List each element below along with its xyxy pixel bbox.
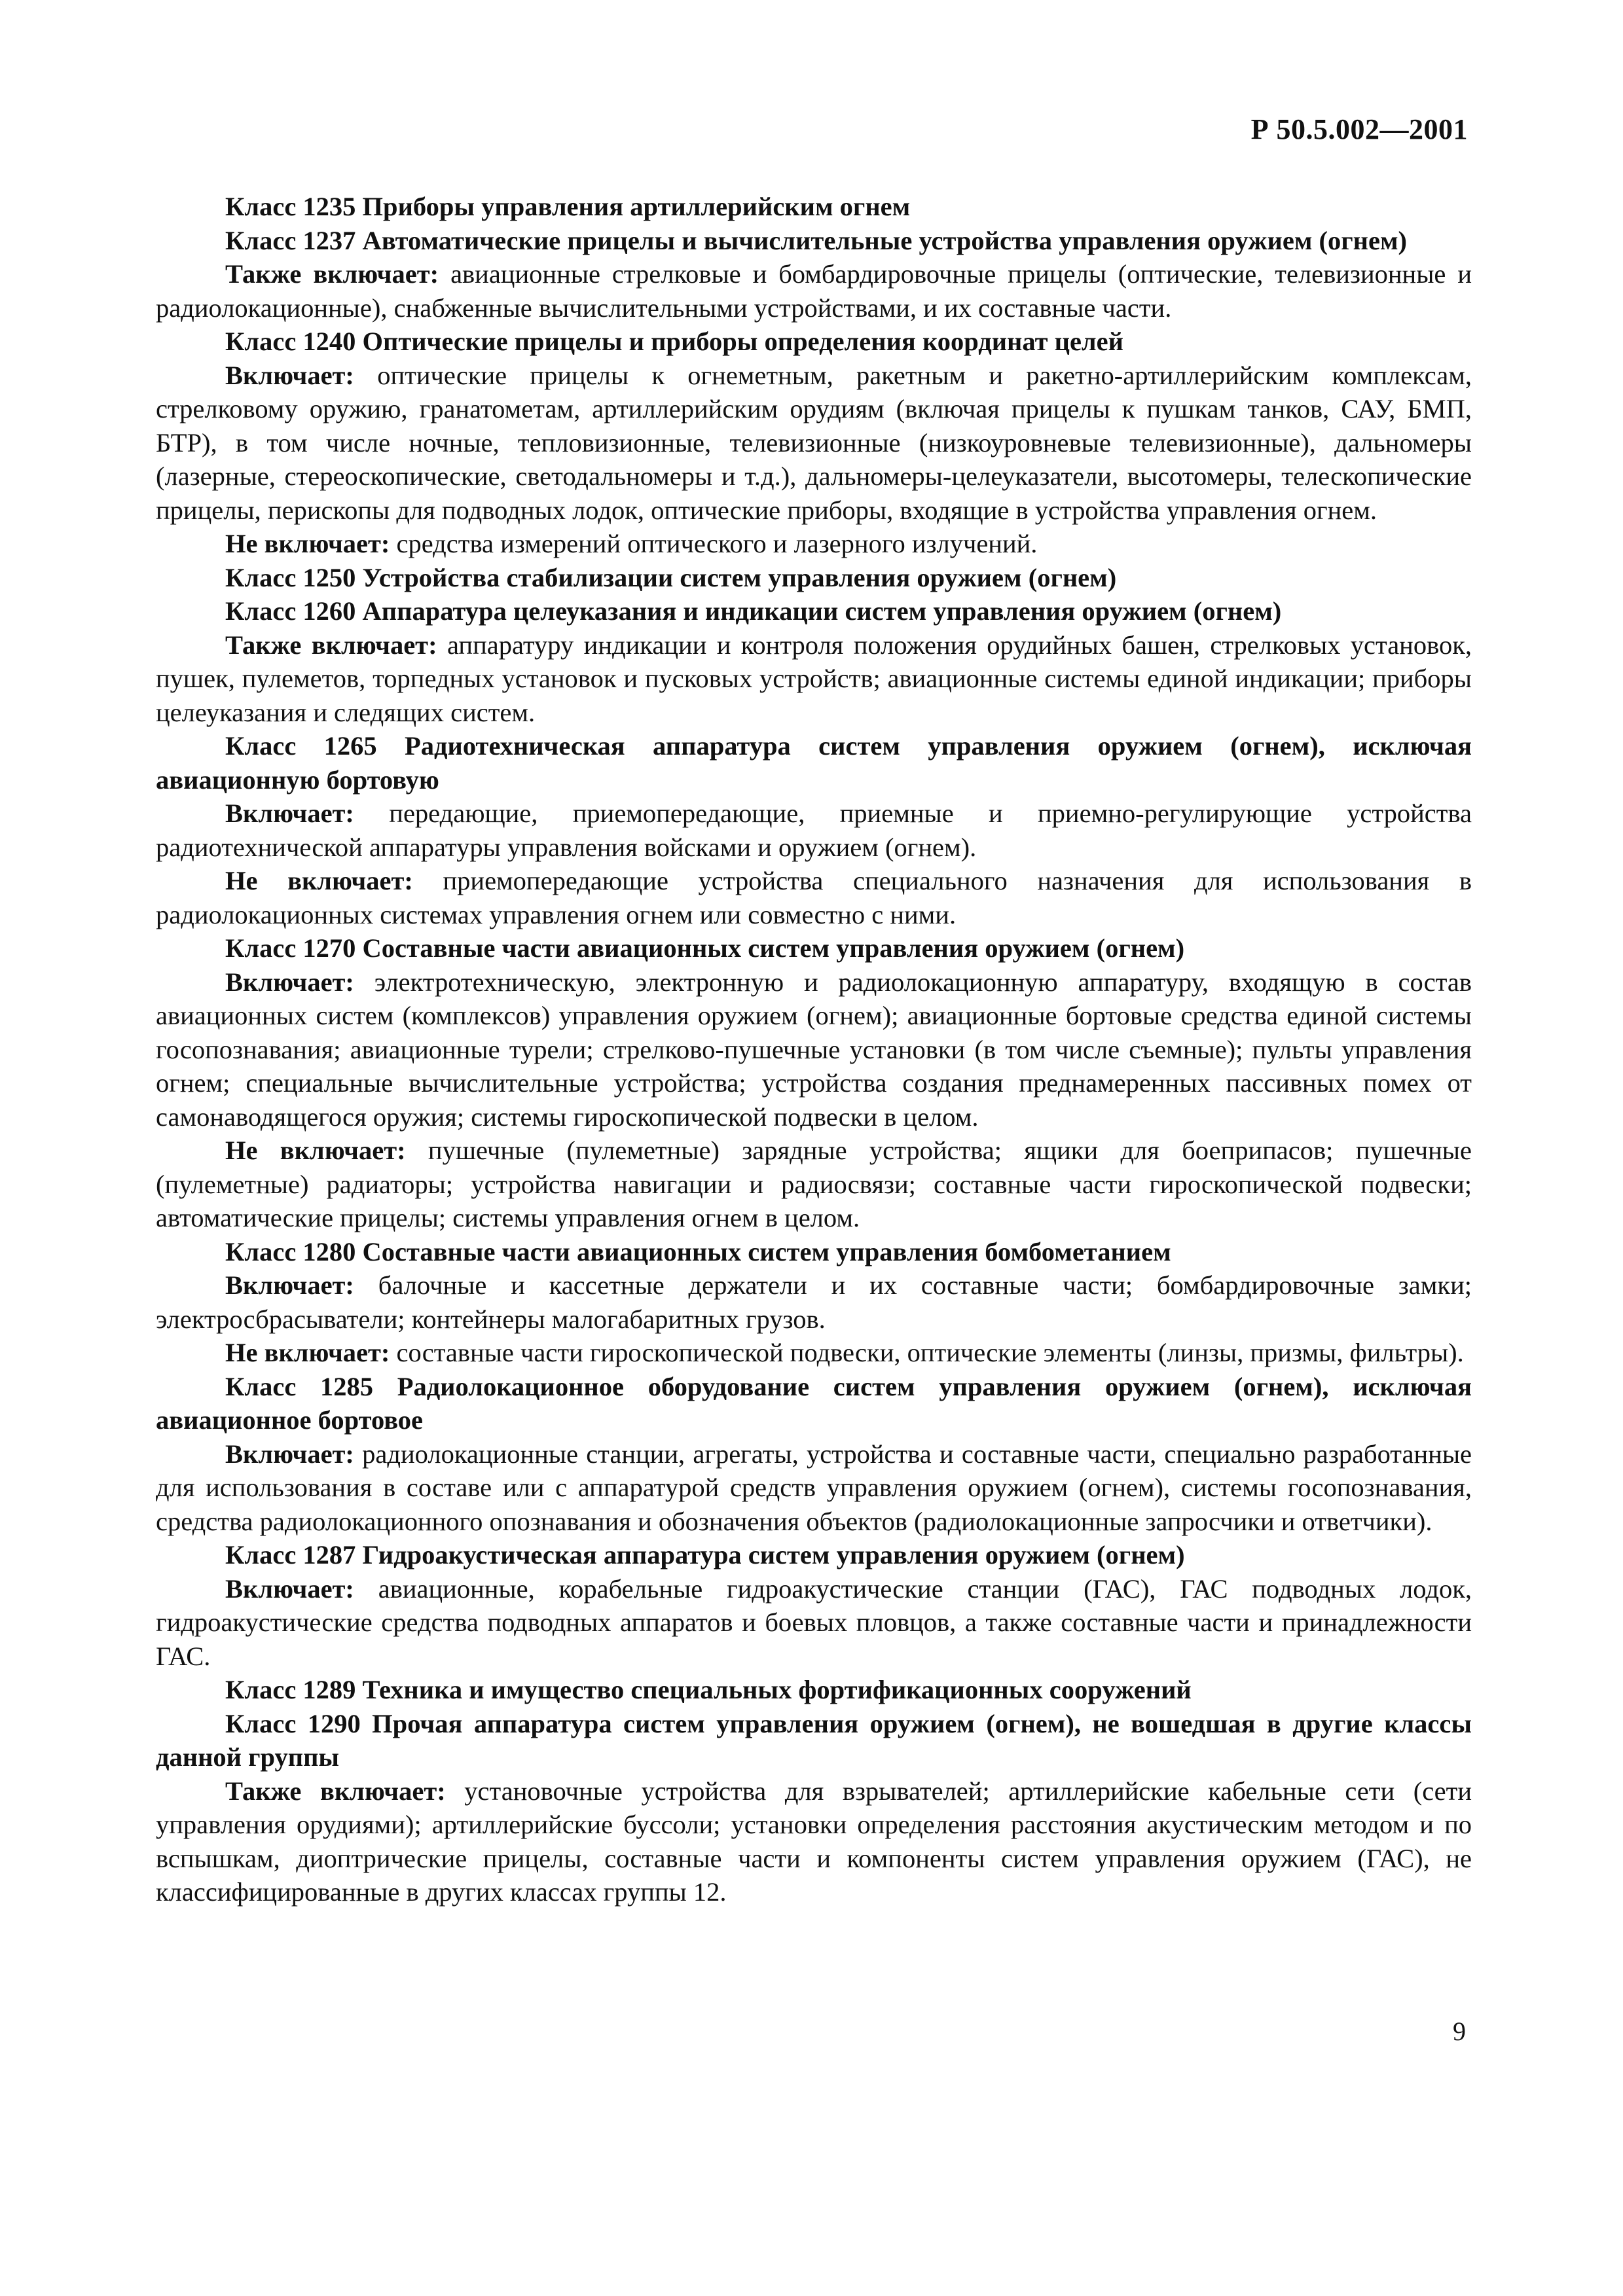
class-1270-not-includes-text: пушечные (пулеметные) зарядные устройства; ящики для боеприпасов; пушечные (пулеметные) радиаторы; устройства навигации и радиосвязи; составные части гироскопической подвески; автоматические прицелы; системы управления огнем в целом. <box>156 1136 1472 1232</box>
class-1265-includes <box>156 797 1472 864</box>
class-1270-includes <box>156 965 1472 1134</box>
class-1260-also-includes <box>156 628 1472 730</box>
class-1265-title: Класс 1265 Радиотехническая аппаратура систем управления оружием (огнем), исключая авиационную бортовую <box>156 731 1472 795</box>
class-1287-title: Класс 1287 Гидроакустическая аппаратура систем управления оружием (огнем) <box>225 1540 1185 1570</box>
class-1235-title: Класс 1235 Приборы управления артиллерийским огнем <box>225 192 911 221</box>
class-1270-not-includes <box>156 1134 1472 1235</box>
also-includes-label: Также включает: <box>225 1776 446 1806</box>
class-1280-not-includes-text: составные части гироскопической подвески, оптические элементы (линзы, призмы, фильтры). <box>396 1338 1464 1367</box>
class-1240-not-includes-text: средства измерений оптического и лазерного излучений. <box>396 529 1038 558</box>
class-1265-includes-text: передающие, приемопередающие, приемные и приемно-регулирующие устройства радиотехнической аппаратуры управления войсками и оружием (огнем). <box>156 798 1472 862</box>
class-1240-not-includes <box>156 527 1472 561</box>
class-1237-also-includes-text: авиационные стрелковые и бомбардировочные прицелы (оптические, телевизионные и радиолокационные), снабженные вычислительными устройствами, и их составные части. <box>156 259 1472 323</box>
class-1265-not-includes <box>156 864 1472 931</box>
includes-label: Включает: <box>225 967 354 997</box>
document-body <box>156 190 1472 1909</box>
class-1280-includes <box>156 1268 1472 1336</box>
not-includes-label: Не включает: <box>225 1338 390 1367</box>
page-number: 9 <box>1453 2017 1466 2046</box>
not-includes-label: Не включает: <box>225 529 390 558</box>
also-includes-label: Также включает: <box>225 630 437 660</box>
class-1290-also-includes <box>156 1774 1472 1909</box>
class-1285-includes-text: радиолокационные станции, агрегаты, устройства и составные части, специально разработанные для использования в составе или с аппаратурой средств управления оружием (огнем), системы госопознавания, средства радиолокационного опознавания и обозначения объектов (радиолокационные запросчики и ответчики). <box>156 1439 1472 1536</box>
class-1280-includes-text: балочные и кассетные держатели и их составные части; бомбардировочные замки; электросбрасыватели; контейнеры малогабаритных грузов. <box>156 1270 1472 1334</box>
class-1280-title: Класс 1280 Составные части авиационных систем управления бомбометанием <box>225 1236 1171 1266</box>
class-1285-title: Класс 1285 Радиолокационное оборудование систем управления оружием (огнем), исключая авиационное бортовое <box>156 1371 1472 1435</box>
class-1287-includes <box>156 1572 1472 1674</box>
class-1270-title: Класс 1270 Составные части авиационных систем управления оружием (огнем) <box>225 933 1185 963</box>
class-1290-title: Класс 1290 Прочая аппаратура систем управления оружием (огнем), не вошедшая в другие классы данной группы <box>156 1708 1472 1772</box>
not-includes-label: Не включает: <box>225 866 413 895</box>
document-code: Р 50.5.002—2001 <box>1250 113 1468 145</box>
class-1280-not-includes <box>156 1336 1472 1370</box>
also-includes-label: Также включает: <box>225 259 439 289</box>
includes-label: Включает: <box>225 1270 354 1300</box>
class-1250-title: Класс 1250 Устройства стабилизации систем управления оружием (огнем) <box>225 562 1117 592</box>
class-1240-includes-text: оптические прицелы к огнеметным, ракетным и ракетно-артиллерийским комплексам, стрелковому оружию, гранатометам, артиллерийским орудиям (включая прицелы к пушкам танков, САУ, БМП, БТР), в том числе ночные, тепловизионные, телевизионные (низкоуровневые телевизионные), дальномеры (лазерные, стереоскопические, светодальномеры и т.д.), дальномеры-целеуказатели, высотомеры, телескопические прицелы, перископы для подводных лодок, оптические приборы, входящие в устройства управления огнем. <box>156 360 1472 525</box>
class-1240-title: Класс 1240 Оптические прицелы и приборы определения координат целей <box>225 327 1123 356</box>
class-1237-also-includes <box>156 257 1472 325</box>
class-1237-title: Класс 1237 Автоматические прицелы и вычислительные устройства управления оружием (огнем) <box>225 225 1408 255</box>
class-1260-also-includes-text: аппаратуру индикации и контроля положения орудийных башен, стрелковых установок, пушек, пулеметов, торпедных установок и пусковых устройств; авиационные системы единой индикации; приборы целеуказания и следящих систем. <box>156 630 1472 727</box>
includes-label: Включает: <box>225 1439 354 1469</box>
class-1290-also-includes-text: установочные устройства для взрывателей; артиллерийские кабельные сети (сети управления орудиями); артиллерийские буссоли; установки определения расстояния акустическим методом и по вспышкам, диоптрические прицелы, составные части и компоненты систем управления оружием (ГАС), не классифицированные в других классах группы 12. <box>156 1776 1472 1907</box>
class-1289-title: Класс 1289 Техника и имущество специальных фортификационных сооружений <box>225 1675 1192 1704</box>
not-includes-label: Не включает: <box>225 1136 406 1165</box>
class-1240-includes <box>156 359 1472 528</box>
includes-label: Включает: <box>225 798 354 828</box>
class-1265-not-includes-text: приемопередающие устройства специального назначения для использования в радиолокационных системах управления огнем или совместно с ними. <box>156 866 1472 929</box>
class-1285-includes <box>156 1437 1472 1539</box>
includes-label: Включает: <box>225 1573 354 1604</box>
class-1260-title: Класс 1260 Аппаратура целеуказания и индикации систем управления оружием (огнем) <box>225 596 1282 626</box>
includes-label: Включает: <box>225 360 354 390</box>
class-1287-includes-text: авиационные, корабельные гидроакустические станции (ГАС), ГАС подводных лодок, гидроакустические средства подводных аппаратов и боевых пловцов, а также составные части и принадлежности ГАС. <box>156 1573 1472 1671</box>
class-1270-includes-text: электротехническую, электронную и радиолокационную аппаратуру, входящую в состав авиационных систем (комплексов) управления оружием (огнем); авиационные бортовые средства единой системы госопознавания; авиационные турели; стрелково-пушечные установки (в том числе съемные); пульты управления огнем; специальные вычислительные устройства; устройства создания преднамеренных пассивных помех от самонаводящегося оружия; системы гироскопической подвески в целом. <box>156 967 1472 1132</box>
